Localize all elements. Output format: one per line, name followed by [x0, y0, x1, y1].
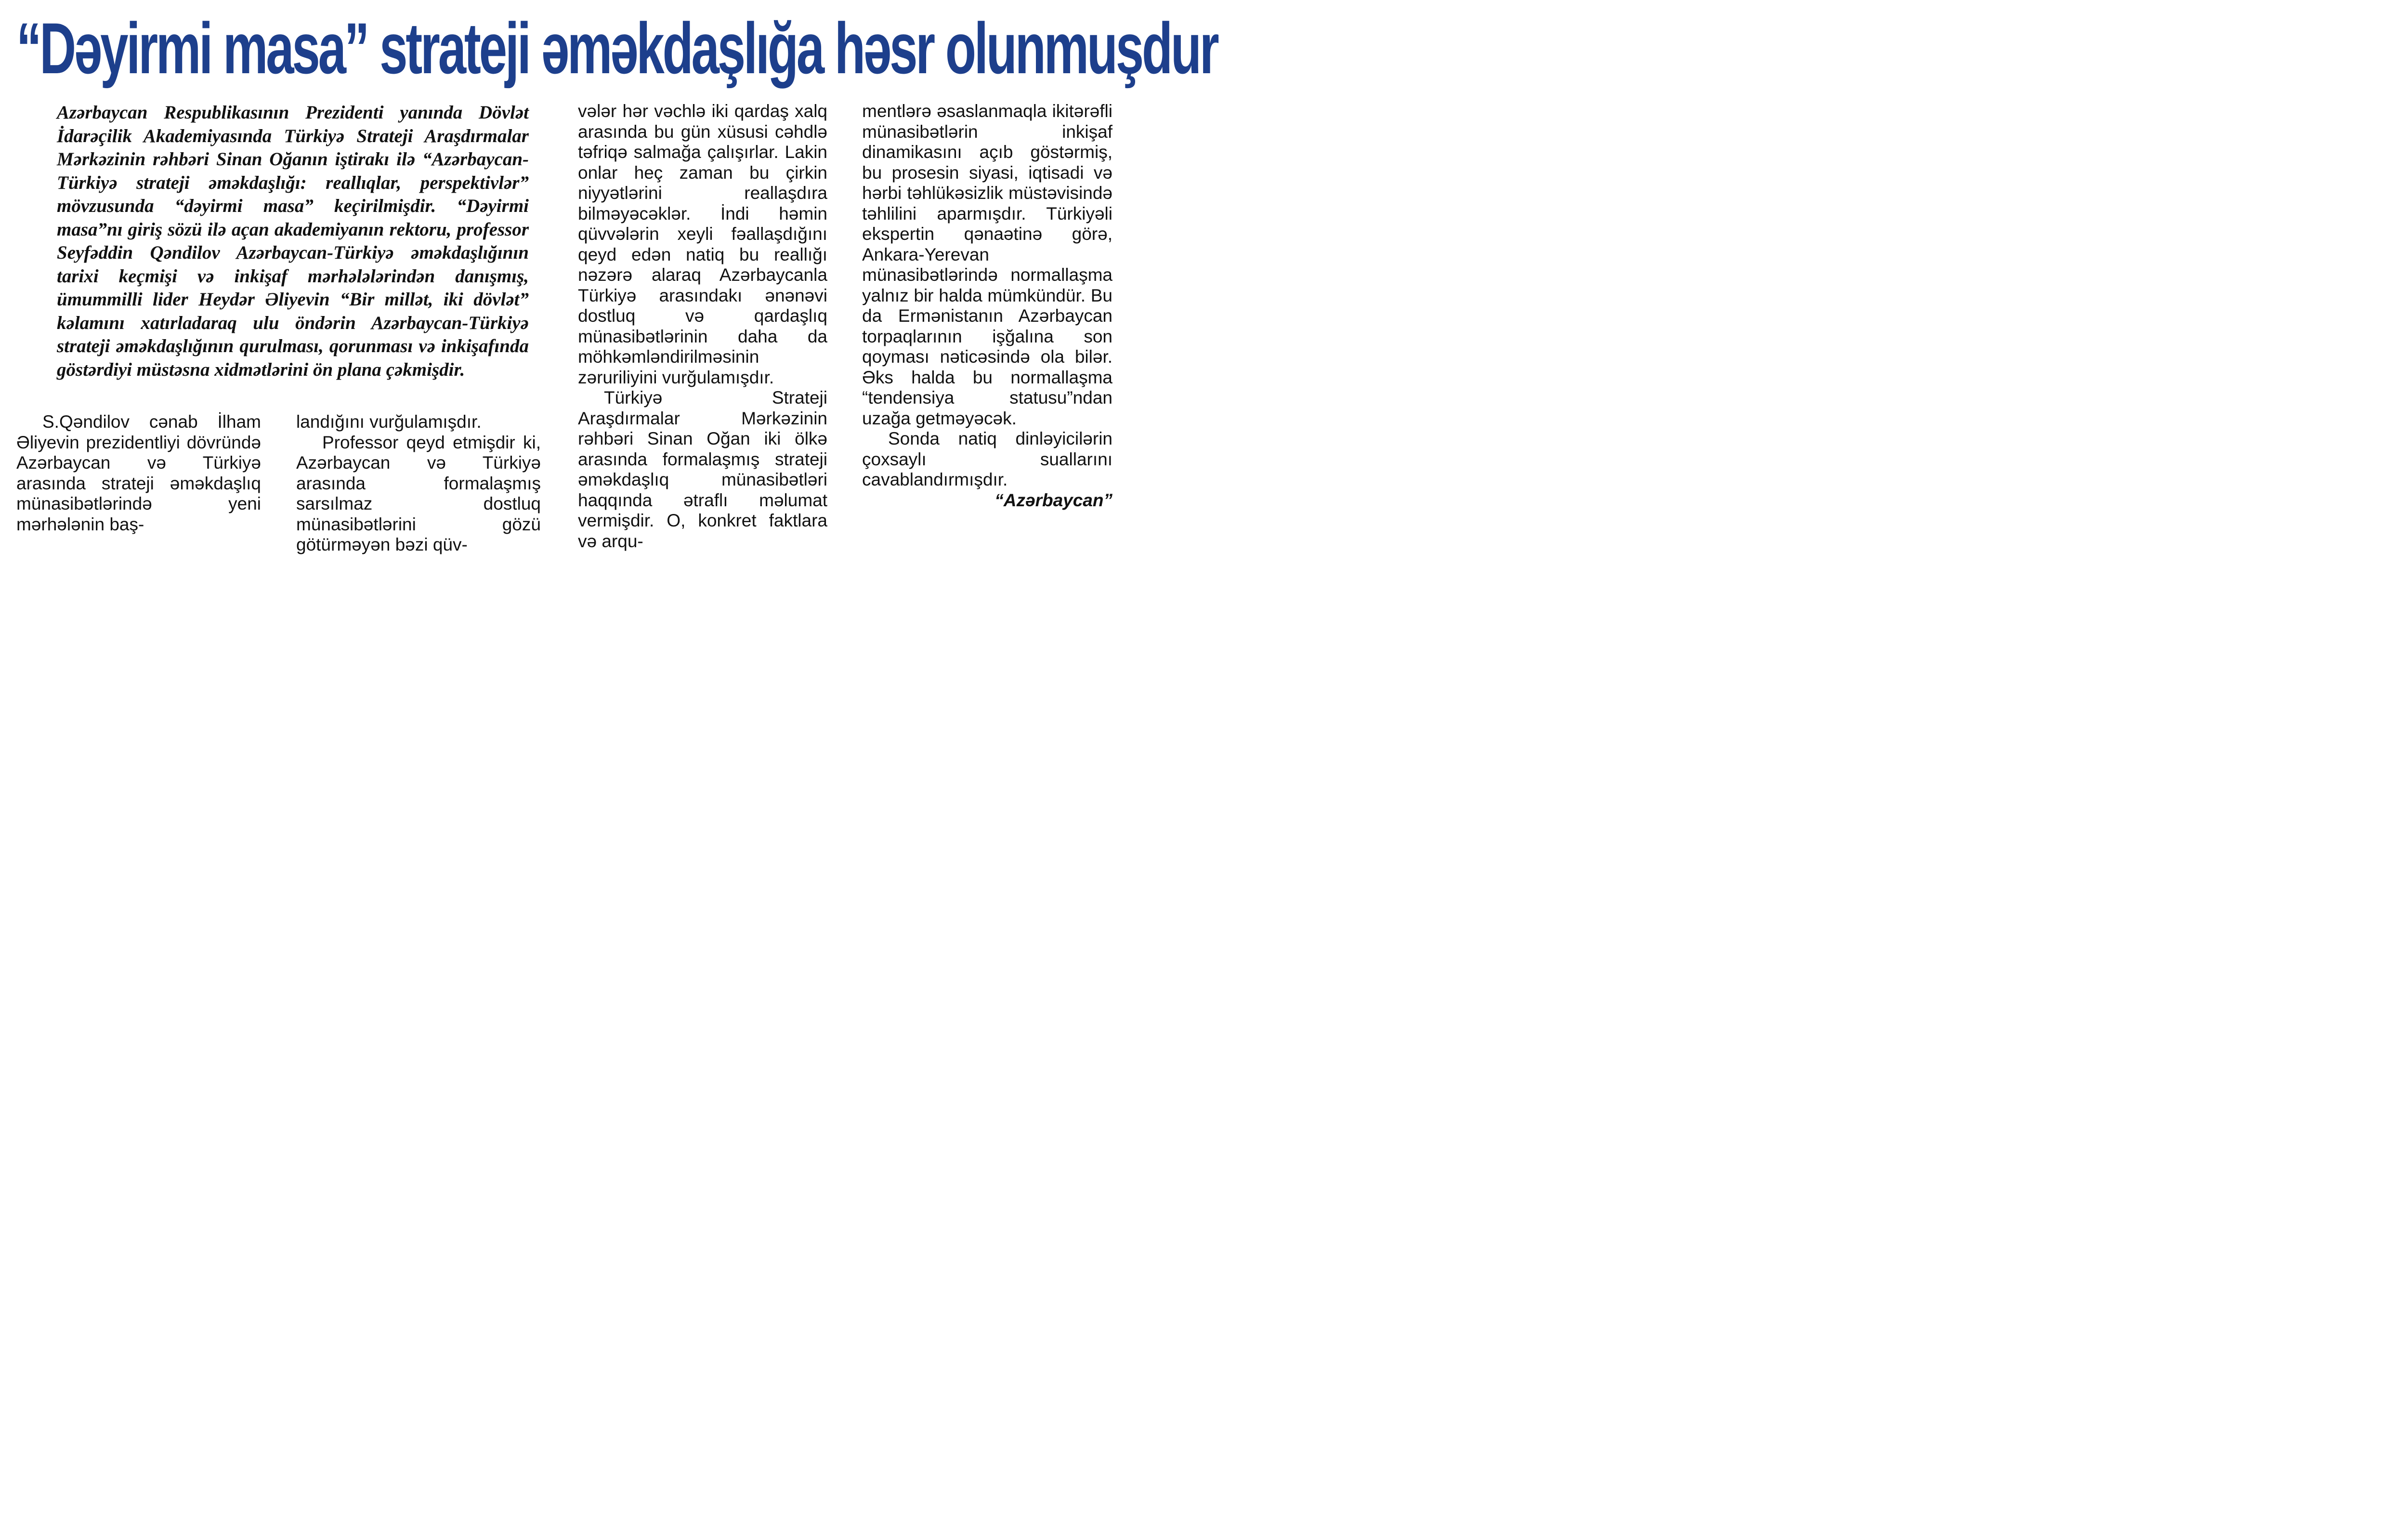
text-column-4: [862, 101, 1112, 511]
article-lead: Azərbaycan Respublikasının Prezidenti yanında Dövlət İdarəçilik Akademiyasında Türkiyə Strateji Araşdırmalar Mərkəzinin rəhbəri Sinan Oğanın iştirakı ilə “Azərbaycan-Türkiyə strateji əməkdaşlığı: reallıqlar, perspektivlər” mövzusunda “dəyirmi masa” keçirilmişdir. “Dəyirmi masa”nı giriş sözü ilə açan akademiyanın rektoru, professor Seyfəddin Qəndilov Azərbaycan-Türkiyə əməkdaşlığının tarixi keçmişi və inkişaf mərhələlərindən danışmış, ümummilli lider Heydər Əliyevin “Bir millət, iki dövlət” kəlamını xatırladaraq ulu öndərin Azərbaycan-Türkiyə strateji əməkdaşlığının qurulması, qorunması və inkişafında göstərdiyi müstəsna xidmətlərini ön plana çəkmişdir.: [57, 102, 529, 380]
paragraph: S.Qəndilov cənab İlham Əliyevin prezidentliyi dövründə Azərbaycan və Türkiyə arasında strateji əməkdaşlıq münasibətlərində yeni mərhələnin baş-: [16, 412, 261, 534]
paragraph-continuation: mentlərə əsaslanmaqla ikitərəfli münasibətlərin inkişaf dinamikasını açıb göstərmiş, bu prosesin siyasi, iqtisadi və hərbi təhlükəsizlik müstəvisində təhlilini aparmışdır. Türkiyəli ekspertin qənaətinə görə, Ankara-Yerevan münasibətlərində normallaşma yalnız bir halda mümkündür. Bu da Ermənistanın Azərbaycan torpaqlarının işğalına son qoyması nəticəsində ola bilər. Əks halda bu normallaşma “tendensiya statusu”ndan uzağa getməyəcək.: [862, 101, 1112, 428]
article-headline: “Dəyirmi masa” strateji əməkdaşlığa həsr olunmuşdur: [16, 8, 1217, 89]
text-column-3: [578, 101, 827, 552]
article-source-signature: “Azərbaycan”: [995, 490, 1112, 510]
text-column-1: [16, 412, 261, 535]
paragraph: Professor qeyd etmişdir ki, Azərbaycan və Türkiyə arasında formalaşmış sarsılmaz dostluq münasibətlərini gözü götürməyən bəzi qüv-: [296, 432, 541, 554]
paragraph-continuation: landığını vurğulamışdır.: [296, 412, 482, 432]
paragraph: Türkiyə Strateji Araşdırmalar Mərkəzinin rəhbəri Sinan Oğan iki ölkə arasında formalaşmış strateji əməkdaşlıq münasibətləri haqqında ətraflı məlumat vermişdir. O, konkret faktlara və arqu-: [578, 388, 827, 551]
text-column-2: [296, 412, 541, 555]
paragraph: Sonda natiq dinləyicilərin çoxsaylı suallarını cavablandırmışdır.: [862, 429, 1112, 489]
paragraph-continuation: vələr hər vəchlə iki qardaş xalq arasında bu gün xüsusi cəhdlə təfriqə salmağa çalışırlar. Lakin onlar heç zaman bu çirkin niyyətlərini reallaşdıra bilməyəcəklər. İndi həmin qüvvələrin xeyli fəallaşdığını qeyd edən natiq bu reallığı nəzərə alaraq Azərbaycanla Türkiyə arasındakı ənənəvi dostluq və qardaşlıq münasibətlərinin daha da möhkəmləndirilməsinin zəruriliyini vurğulamışdır.: [578, 101, 827, 387]
